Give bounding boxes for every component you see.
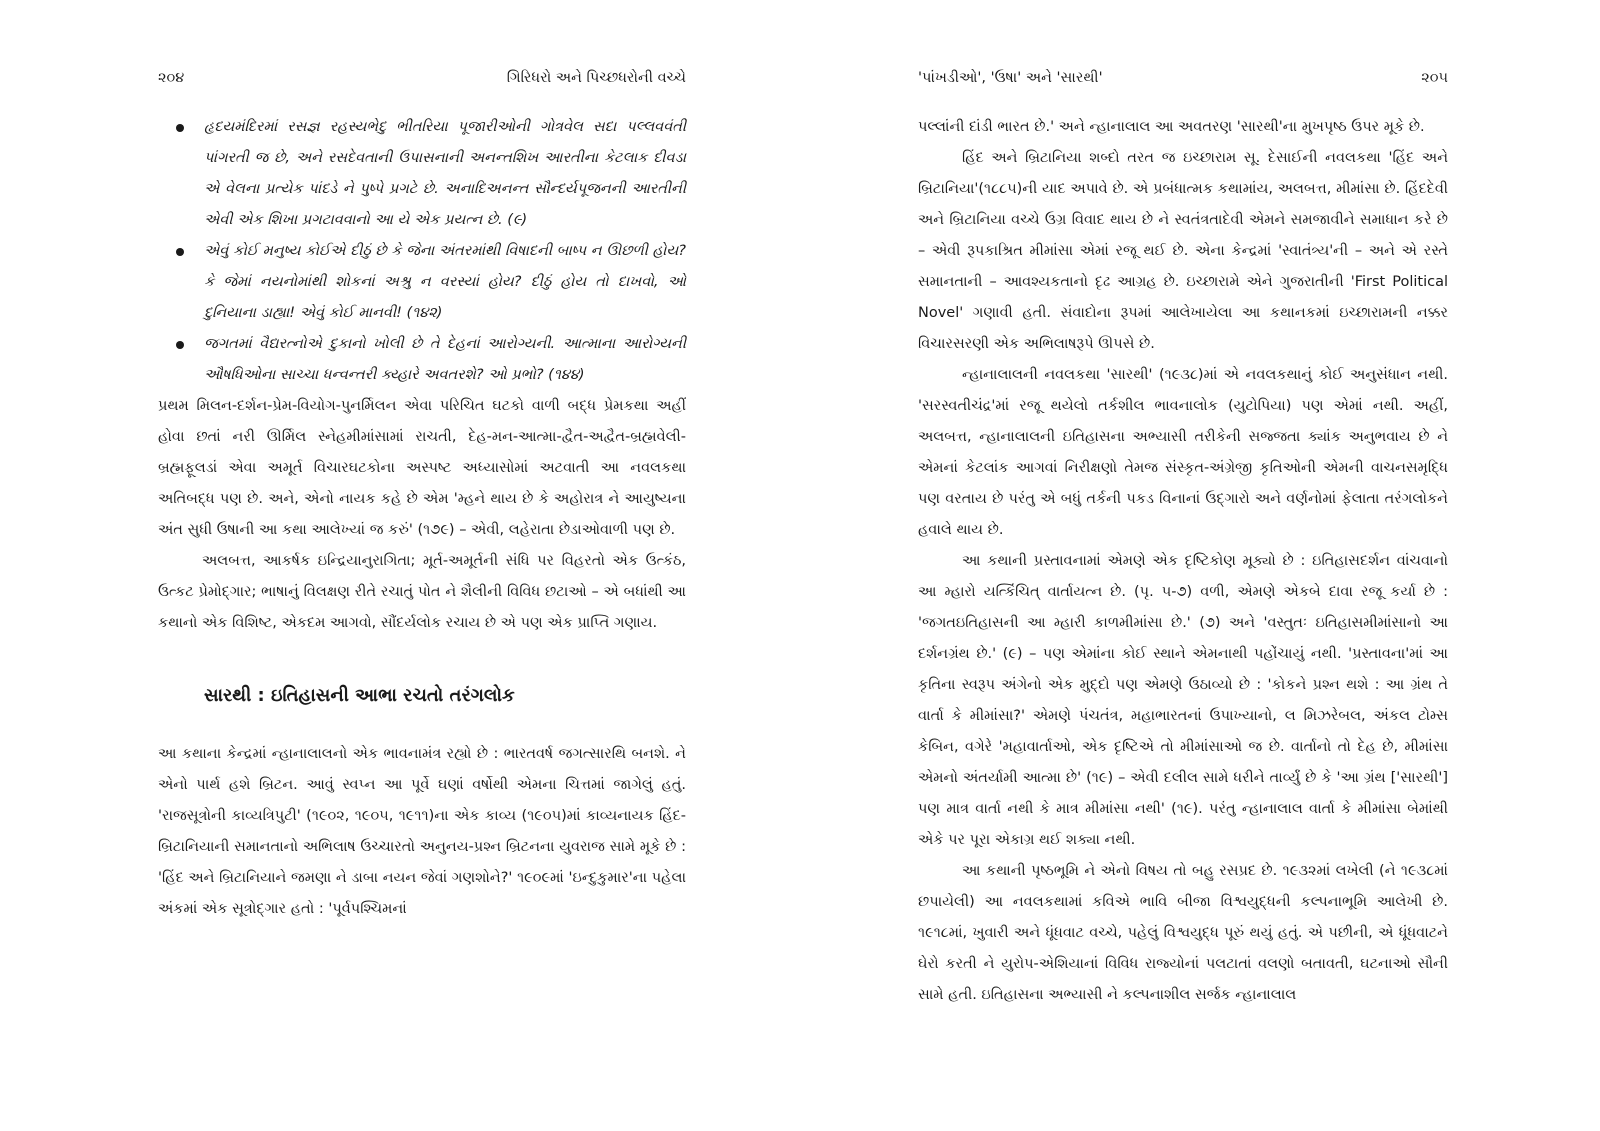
running-head — [918, 70, 1448, 106]
body-paragraph: આ કથાની પૃષ્ઠભૂમિ ને એનો વિષય તો બહુ રસપ્રદ છે. ૧૯૩૨માં લખેલી (ને ૧૯૩૮માં છપાયેલી) આ નવલકથામાં કવિએ ભાવિ બીજા વિશ્વયુદ્ધની કલ્પનાભૂમિ આલેખી છે. ૧૯૧૮માં, ખુવારી અને ધૂંધવાટ વચ્ચે, પહેલું વિશ્વયુદ્ધ પૂરું થયું હતું. એ પછીની, એ ધૂંધવાટને ઘેરો કરતી ને યુરોપ-એશિયાનાં વિવિધ રાજ્યોનાં પલટાતાં વલણો બતાવતી, ઘટનાઓ સૌની સામે હતી. ઇતિહાસના અભ્યાસી ને કલ્પનાશીલ સર્જક ન્હાનાલાલ — [918, 863, 1448, 1003]
body-paragraph: આ કથાની પ્રસ્તાવનામાં એમણે એક દૃષ્ટિકોણ મૂક્યો છે : ઇતિહાસદર્શન વાંચવાનો આ મ્હારો યત્કિંચિત્ વાર્તાયત્ન છે. (પૃ. ૫-૭) વળી, એમણે એકબે દાવા રજૂ કર્યા છે : 'જગતઇતિહાસની આ મ્હારી કાળમીમાંસા છે.' (૭) અને 'વસ્તુતઃ ઇતિહાસમીમાંસાનો આ દર્શનગ્રંથ છે.' (૯) – પણ એમાંના કોઈ સ્થાને એમનાથી પહોંચાયું નથી. 'પ્રસ્તાવના'માં આ કૃતિના સ્વરૂપ અંગેનો એક મુદ્દો પણ એમણે ઉઠાવ્યો છે : 'કોકને પ્રશ્ન થશે : આ ગ્રંથ તે વાર્તા કે મીમાંસા?' એમણે પંચતંત્ર, મહાભારતનાં ઉપાખ્યાનો, લ મિઝરેબલ, અંકલ ટોમ્સ કેબિન, વગેરે 'મહાવાર્તાઓ, એક દૃષ્ટિએ તો મીમાંસાઓ જ છે. વાર્તાનો તો દેહ છે, મીમાંસા એમનો અંતર્યામી આત્મા છે' (૧૯) – એવી દલીલ સામે ધરીને તાર્વ્યું છે કે 'આ ગ્રંથ ['સારથી'] પણ માત્ર વાર્તા નથી કે માત્ર મીમાંસા નથી' (૧૯). પરંતુ ન્હાનાલાલ વાર્તા કે મીમાંસા બેમાંથી એકે પર પૂરા એકાગ્ર થઈ શક્યા નથી. — [918, 553, 1448, 848]
quote-text: હૃદયમંદિરમાં રસજ્ઞ રહસ્યભેદુ ભીતરિયા પૂજારીઓની ગોત્રવેલ સદા પલ્લવવંતી પાંગરતી જ છે, અને રસદેવતાની ઉપાસનાની અનન્તશિખ આરતીના કેટલાક દીવડા એ વેલના પ્રત્યેક પાંદડે ને પુષ્પે પ્રગટે છે. અનાદિઅનન્ત સૌન્દર્યપૂજનની આરતીની એવી એક શિખા પ્રગટાવવાનો આ યે એક પ્રયત્ન છે. (૯) — [204, 119, 686, 228]
section-heading: સારથી : ઇતિહાસની આભા રચતો તરંગલોક — [204, 685, 515, 706]
quote-item — [204, 236, 686, 329]
bullet-icon — [176, 341, 184, 349]
page-number: ૨૦૪ — [158, 70, 185, 86]
body-paragraph: અલબત્ત, આકર્ષક ઇન્દ્રિયાનુરાગિતા; મૂર્ત-અમૂર્તની સંધિ પર વિહરતો એક ઉત્કંઠ, ઉત્કટ પ્રેમોદ્ગાર; ભાષાનું વિલક્ષણ રીતે રચાતું પોત ને શૈલીની વિવિધ છટાઓ – એ બધાંથી આ કથાનો એક વિશિષ્ટ, એકદમ આગવો, સૌંદર્યલોક રચાય છે એ પણ એક પ્રાપ્તિ ગણાય. — [158, 553, 686, 631]
quote-item — [204, 112, 686, 236]
running-title: 'પાંખડીઓ', 'ઉષા' અને 'સારથી' — [918, 70, 1103, 86]
body-paragraph: પલ્લાંની દાંડી ભારત છે.' અને ન્હાનાલાલ આ અવતરણ 'સારથી'ના મુખપૃષ્ઠ ઉપર મૂકે છે. — [918, 119, 1425, 135]
body-paragraph: હિંદ અને બ્રિટાનિયા શબ્દો તરત જ ઇચ્છારામ સૂ. દેસાઈની નવલકથા 'હિંદ અને બ્રિટાનિયા'(૧૮૮૫)ની યાદ અપાવે છે. એ પ્રબંધાત્મક કથામાંય, અલબત્ત, મીમાંસા છે. હિંદદેવી અને બ્રિટાનિયા વચ્ચે ઉગ્ર વિવાદ થાય છે ને સ્વતંત્રતાદેવી એમને સમજાવીને સમાધાન કરે છે – એવી રૂપકાશ્રિત મીમાંસા એમાં રજૂ થઈ છે. એના કેન્દ્રમાં 'સ્વાતંત્ર્ય'ની – અને એ રસ્તે સમાનતાની – આવશ્યકતાનો દૃઢ આગ્રહ છે. ઇચ્છારામે એને ગુજરાતીની 'First Political Novel' ગણાવી હતી. સંવાદોના રૂપમાં આલેખાયેલા આ કથાનકમાં ઇચ્છારામની નક્કર વિચારસરણી એક અભિલાષરૂપે ઊપસે છે. — [918, 150, 1448, 352]
body-paragraph: ન્હાનાલાલની નવલકથા 'સારથી' (૧૯૩૮)માં એ નવલકથાનું કોઈ અનુસંધાન નથી. 'સરસ્વતીચંદ્ર'માં રજૂ થયેલો તર્કશીલ ભાવનાલોક (યુટોપિયા) પણ એમાં નથી. અહીં, અલબત્ત, ન્હાનાલાલની ઇતિહાસના અભ્યાસી તરીકેની સજ્જતા ક્યાંક અનુભવાય છે ને એમનાં કેટલાંક આગવાં નિરીક્ષણો તેમજ સંસ્કૃત-અંગ્રેજી કૃતિઓની એમની વાચનસમૃદ્ધિ પણ વરતાય છે પરંતુ એ બધું તર્કની પકડ વિનાનાં ઉદ્ગારો અને વર્ણનોમાં ફેલાતા તરંગલોકને હવાલે થાય છે. — [918, 367, 1448, 538]
bullet-icon — [176, 124, 184, 132]
right-page — [918, 70, 1448, 1011]
quote-item — [204, 329, 686, 391]
running-title: ગિરિધરો અને પિચ્છધરોની વચ્ચે — [506, 70, 686, 86]
body-paragraph: આ કથાના કેન્દ્રમાં ન્હાનાલાલનો એક ભાવનામંત્ર રહ્યો છે : ભારતવર્ષ જગત્સારથિ બનશે. ને એનો પાર્થ હશે બ્રિટન. આવું સ્વપ્ન આ પૂર્વે ઘણાં વર્ષોથી એમના ચિત્તમાં જાગેલું હતું. 'રાજસૂત્રોની કાવ્યત્રિપુટી' (૧૯૦૨, ૧૯૦૫, ૧૯૧૧)ના એક કાવ્ય (૧૯૦૫)માં કાવ્યનાયક હિંદ-બ્રિટાનિયાની સમાનતાનો અભિલાષ ઉચ્ચારતો અનુનય-પ્રશ્ન બ્રિટનના યુવરાજ સામે મૂકે છે : 'હિંદ અને બ્રિટાનિયાને જમણા ને ડાબા નયન જેવાં ગણશોને?' ૧૯૦૯માં 'ઇન્દુકુમાર'ના પહેલા અંકમાં એક સૂત્રોદ્ગાર હતો : 'પૂર્વપશ્ચિમનાં — [158, 746, 686, 917]
quote-text: જગતમાં વૈદ્યરત્નોએ દુકાનો ખોલી છે તે દેહનાં આરોગ્યની. આત્માના આરોગ્યની ઔષધિઓના સાચ્ચા ધન્વન્તરી ક્ય્હારે અવતરશે? ઓ પ્રભો? (૧૪૪) — [204, 336, 686, 383]
running-head — [158, 70, 686, 106]
bullet-icon — [176, 248, 184, 256]
body-paragraph: પ્રથમ મિલન-દર્શન-પ્રેમ-વિયોગ-પુનર્મિલન એવા પરિચિત ઘટકો વાળી બદ્ધ પ્રેમકથા અહીં હોવા છતાં નરી ઊર્મિલ સ્નેહમીમાંસામાં રાચતી, દેહ-મન-આત્મા-દ્વૈત-અદ્વૈત-બ્રહ્મવેલી-બ્રહ્મફૂલડાં એવા અમૂર્ત વિચારઘટકોના અસ્પષ્ટ અધ્યાસોમાં અટવાતી આ નવલકથા અતિબદ્ધ પણ છે. અને, એનો નાયક કહે છે એમ 'મ્હને થાય છે કે અહોરાત્ર ને આયુષ્યના અંત સુધી ઉષાની આ કથા આલેખ્યાં જ કરું' (૧૭૯) – એવી, લહેરાતા છેડાઓવાળી પણ છે. — [158, 398, 686, 538]
quote-list — [158, 112, 686, 391]
page-number: ૨૦૫ — [1421, 70, 1448, 86]
left-page — [158, 70, 686, 925]
quote-text: એવું કોઈ મનુષ્ય કોઈએ દીઠું છે કે જેના અંતરમાંથી વિષાદની બાષ્પ ન ઊછળી હોય? કે જેમાં નયનોમાંથી શોકનાં અશ્રુ ન વરસ્યાં હોય? દીઠું હોય તો દાખવો, ઓ દુનિયાના ડાહ્યા! એવું કોઈ માનવી! (૧૪૨) — [204, 243, 686, 321]
